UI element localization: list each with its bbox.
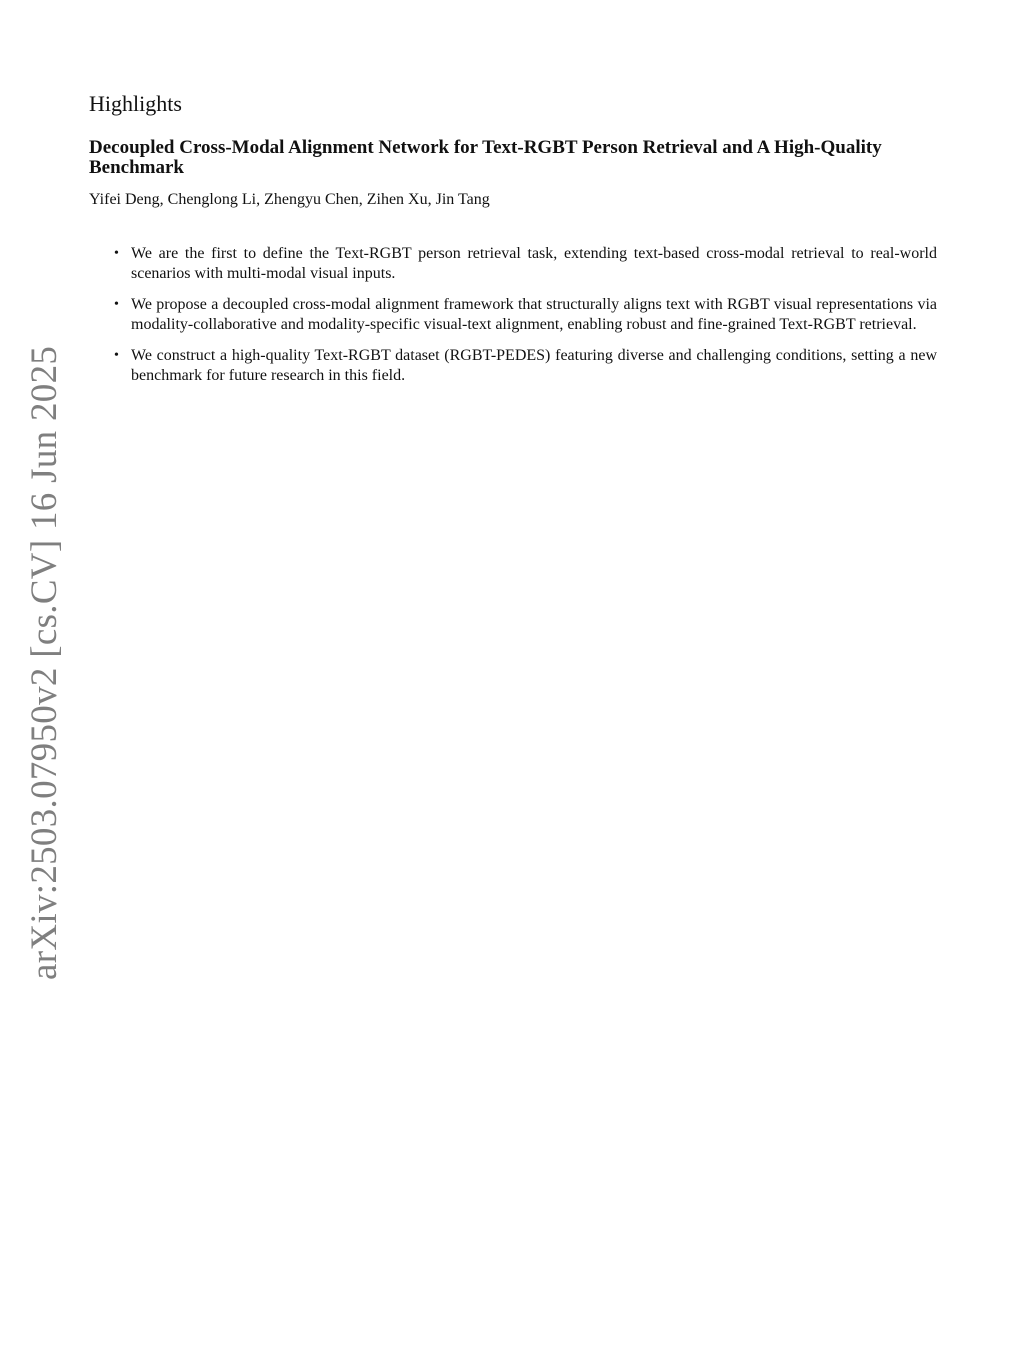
paper-title: Decoupled Cross-Modal Alignment Network for Text-RGBT Person Retrieval and A High-Quality Benchmark [89,137,882,178]
bullet-icon: • [114,297,119,312]
highlight-text: We are the first to define the Text-RGBT person retrieval task, extending text-based cross-modal retrieval to real-world scenarios with multi-modal visual inputs. [131,245,937,282]
page-content [89,90,937,397]
bullet-icon: • [114,348,119,363]
bullet-icon: • [114,246,119,261]
section-heading: Highlights [89,91,182,116]
highlight-text: We construct a high-quality Text-RGBT dataset (RGBT-PEDES) featuring diverse and challenging conditions, setting a new benchmark for future research in this field. [131,347,937,384]
highlight-text: We propose a decoupled cross-modal alignment framework that structurally aligns text with RGBT visual representations via modality-collaborative and modality-specific visual-text alignment, enabling robust and fine-grained Text-RGBT retrieval. [131,296,937,333]
highlight-item [114,295,937,335]
arxiv-identifier-stamp: arXiv:2503.07950v2 [cs.CV] 16 Jun 2025 [24,345,65,980]
highlight-item [114,244,937,284]
author-list: Yifei Deng, Chenglong Li, Zhengyu Chen, Zihen Xu, Jin Tang [89,191,490,208]
highlights-list [89,244,937,386]
highlight-item [114,346,937,386]
